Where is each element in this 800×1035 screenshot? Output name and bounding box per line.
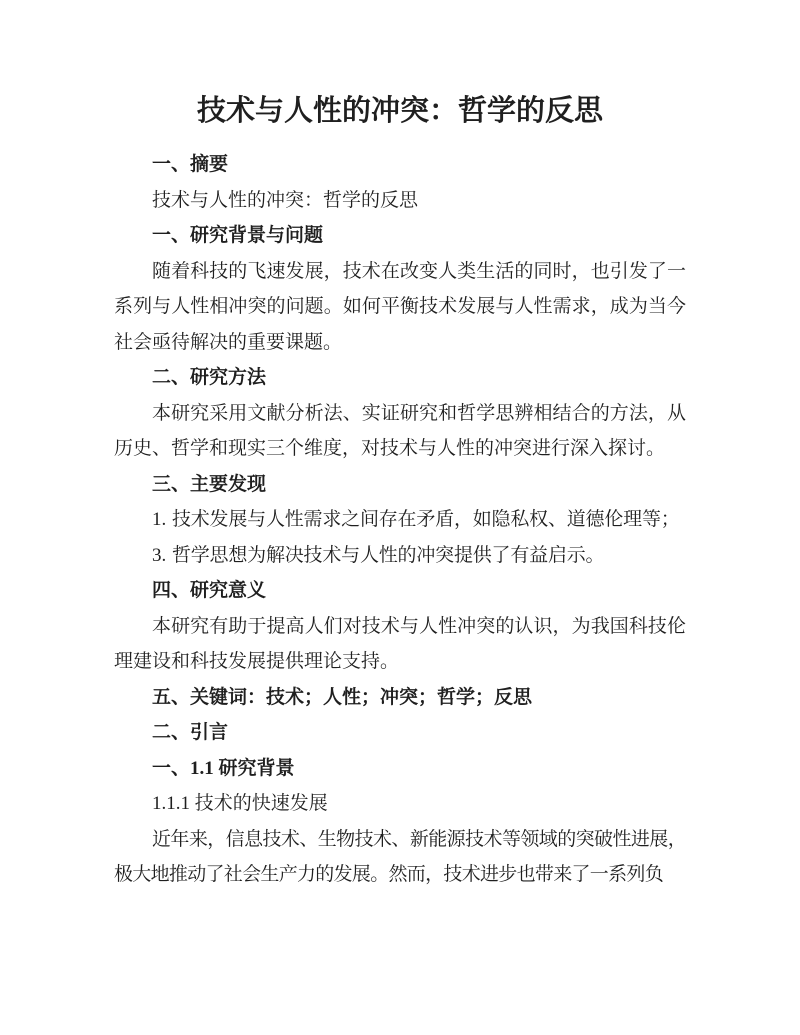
paragraph: 技术与人性的冲突：哲学的反思 xyxy=(152,189,419,211)
document-body xyxy=(114,147,686,893)
list-item xyxy=(114,538,686,574)
section-heading: 三、主要发现 xyxy=(152,473,267,495)
section-heading: 二、引言 xyxy=(152,722,229,743)
section-heading: 四、研究意义 xyxy=(152,580,267,601)
section-heading: 一、摘要 xyxy=(152,154,229,175)
subsection-heading: 1.1.1 技术的快速发展 xyxy=(152,793,328,814)
section-heading: 五、关键词：技术；人性；冲突；哲学；反思 xyxy=(152,686,533,708)
section-heading: 一、研究背景与问题 xyxy=(152,225,324,246)
list-item-number: 3. xyxy=(152,544,167,566)
section-heading: 二、研究方法 xyxy=(152,367,267,388)
list-item-text: 技术发展与人性需求之间存在矛盾，如隐私权、道德伦理等； xyxy=(171,509,680,530)
paragraph: 本研究有助于提高人们对技术与人性冲突的认识，为我国科技伦理建设和科技发展提供理论支持。 xyxy=(114,615,686,672)
document-title: 技术与人性的冲突：哲学的反思 xyxy=(196,95,603,127)
list-item-text: 哲学思想为解决技术与人性的冲突提供了有益启示。 xyxy=(171,544,605,566)
list-item-number: 1. xyxy=(152,509,167,530)
list-item xyxy=(114,502,686,538)
section-heading: 一、1.1 研究背景 xyxy=(152,757,295,779)
paragraph: 本研究采用文献分析法、实证研究和哲学思辨相结合的方法，从历史、哲学和现实三个维度，对技术与人性的冲突进行深入探讨。 xyxy=(114,402,686,459)
paragraph: 近年来，信息技术、生物技术、新能源技术等领域的突破性进展，极大地推动了社会生产力的发展。然而，技术进步也带来了一系列负 xyxy=(114,828,686,885)
paragraph: 随着科技的飞速发展，技术在改变人类生活的同时，也引发了一系列与人性相冲突的问题。如何平衡技术发展与人性需求，成为当今社会亟待解决的重要课题。 xyxy=(114,260,686,353)
